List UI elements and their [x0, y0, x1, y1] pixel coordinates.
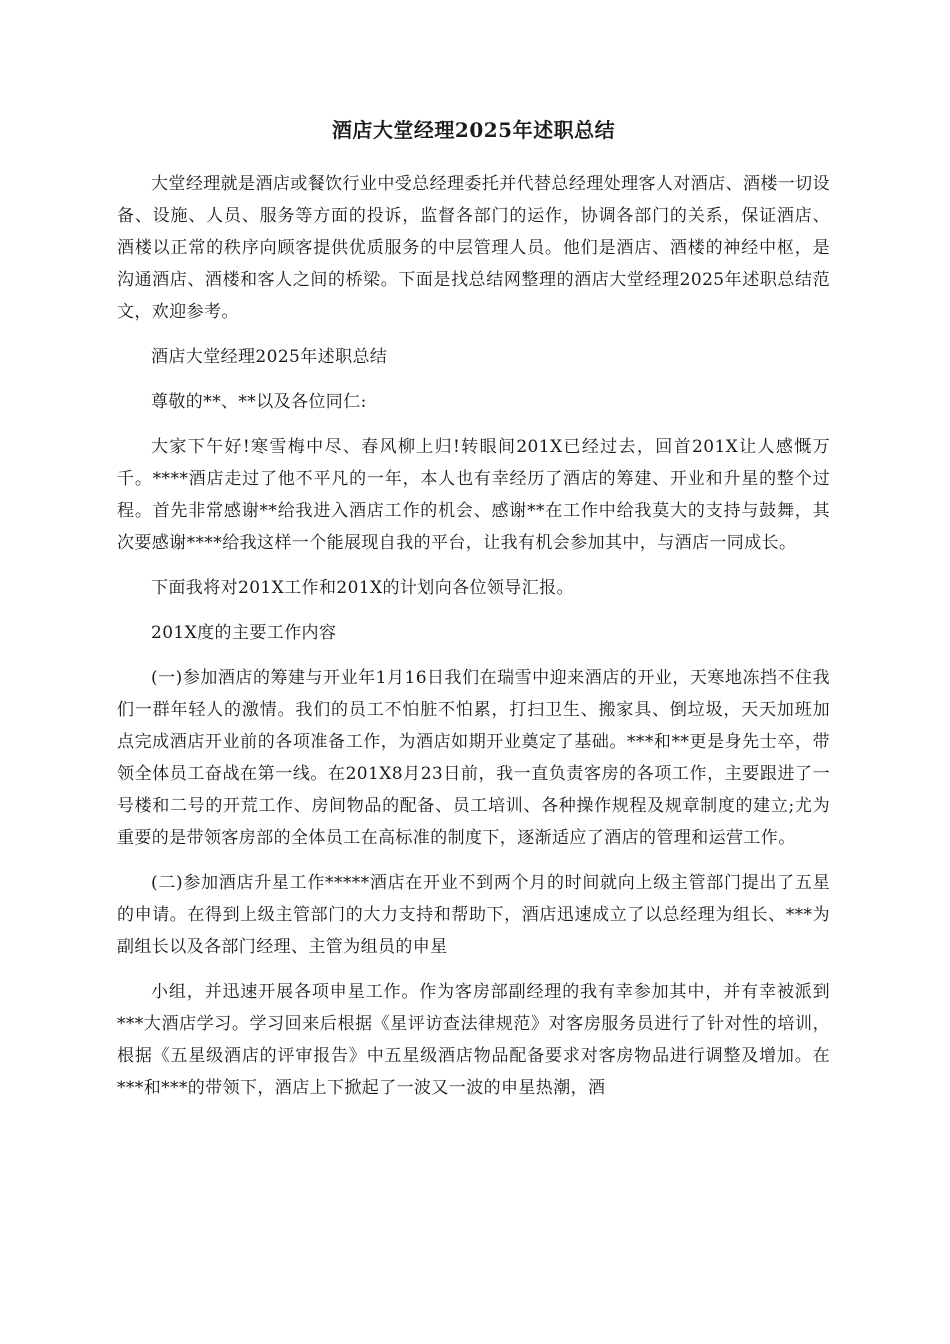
paragraph-section-one: (一)参加酒店的筹建与开业年1月16日我们在瑞雪中迎来酒店的开业，天寒地冻挡不住我们一群年轻人的激情。我们的员工不怕脏不怕累，打扫卫生、搬家具、倒垃圾，天天加班加点完成酒店开业前的各项准备工作，为酒店如期开业奠定了基础。***和**更是身先士卒，带领全体员工奋战在第一线。在201X8月23日前，我一直负责客房的各项工作，主要跟进了一号楼和二号的开荒工作、房间物品的配备、员工培训、各种操作规程及规章制度的建立;尤为重要的是带领客房部的全体员工在高标准的制度下，逐渐适应了酒店的管理和运营工作。: [117, 668, 830, 848]
paragraph-report-intro: 下面我将对201X工作和201X的计划向各位领导汇报。: [151, 578, 574, 598]
paragraph-salutation: 尊敬的**、**以及各位同仁:: [151, 392, 367, 412]
paragraph-section-two: (二)参加酒店升星工作*****酒店在开业不到两个月的时间就向上级主管部门提出了五星的申请。在得到上级主管部门的大力支持和帮助下，酒店迅速成立了以总经理为组长、***为副组长以及各部门经理、主管为组员的申星: [117, 873, 830, 957]
paragraph-greeting: 大家下午好!寒雪梅中尽、春风柳上归!转眼间201X已经过去，回首201X让人感慨万千。****酒店走过了他不平凡的一年，本人也有幸经历了酒店的筹建、开业和升星的整个过程。首先非常感谢**给我进入酒店工作的机会、感谢**在工作中给我莫大的支持与鼓舞，其次要感谢****给我这样一个能展现自我的平台，让我有机会参加其中，与酒店一同成长。: [117, 437, 830, 553]
paragraph-section-heading: 201X度的主要工作内容: [151, 623, 337, 643]
paragraph-subtitle: 酒店大堂经理2025年述职总结: [151, 347, 388, 367]
document-title: 酒店大堂经理2025年述职总结: [331, 118, 616, 142]
paragraph-intro: 大堂经理就是酒店或餐饮行业中受总经理委托并代替总经理处理客人对酒店、酒楼一切设备、设施、人员、服务等方面的投诉，监督各部门的运作，协调各部门的关系，保证酒店、酒楼以正常的秩序向顾客提供优质服务的中层管理人员。他们是酒店、酒楼的神经中枢，是沟通酒店、酒楼和客人之间的桥梁。下面是找总结网整理的酒店大堂经理2025年述职总结范文，欢迎参考。: [117, 174, 830, 322]
paragraph-section-two-cont: 小组，并迅速开展各项申星工作。作为客房部副经理的我有幸参加其中，并有幸被派到***大酒店学习。学习回来后根据《星评访查法律规范》对客房服务员进行了针对性的培训，根据《五星级酒店的评审报告》中五星级酒店物品配备要求对客房物品进行调整及增加。在***和***的带领下，酒店上下掀起了一波又一波的申星热潮，酒: [117, 982, 830, 1098]
